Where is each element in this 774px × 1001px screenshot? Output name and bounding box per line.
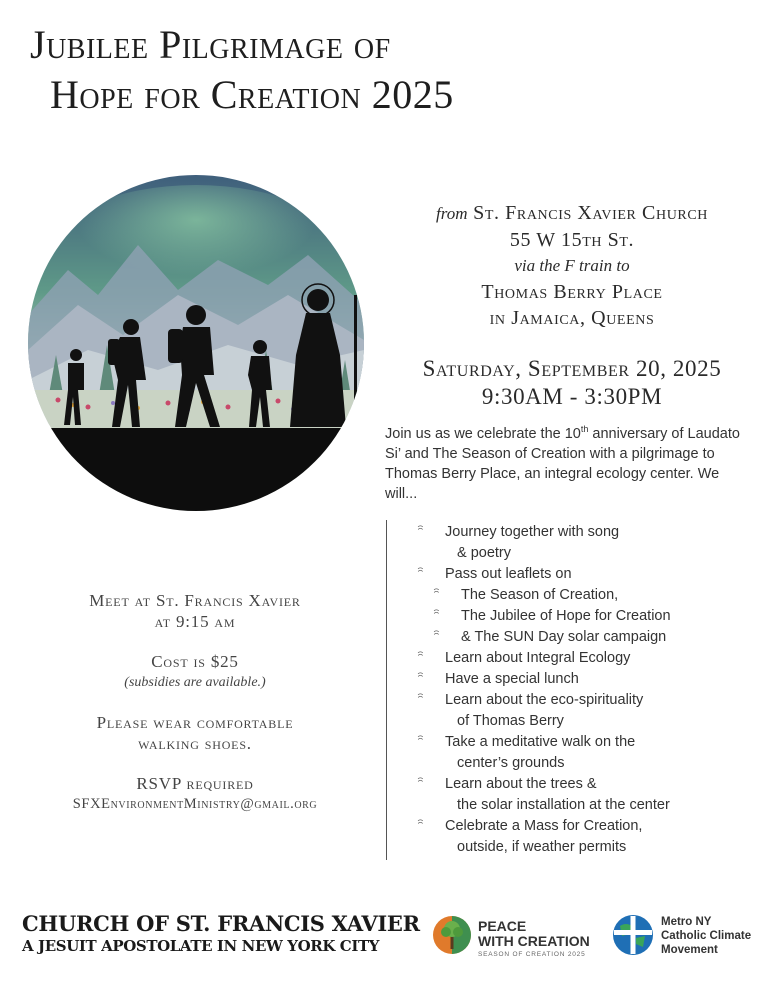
event-info bbox=[40, 590, 350, 834]
activity-continuation: outside, if weather permits bbox=[457, 839, 627, 855]
peace-subtitle: SEASON OF CREATION 2025 bbox=[478, 951, 586, 958]
transit-note: via the F train to bbox=[514, 256, 630, 275]
activity-text: Journey together with song bbox=[445, 524, 620, 540]
title-line-2: Hope for Creation 2025 bbox=[50, 72, 454, 117]
activity-item bbox=[424, 564, 764, 585]
intro-paragraph bbox=[385, 424, 755, 504]
activity-text: The Jubilee of Hope for Creation bbox=[461, 608, 671, 624]
footer-church-name: CHURCH OF ST. FRANCIS XAVIER bbox=[22, 911, 420, 936]
meeting-info bbox=[40, 590, 350, 632]
event-time: 9:30AM - 3:30PM bbox=[481, 384, 663, 409]
event-day: Saturday, September 20, 2025 bbox=[422, 356, 722, 381]
metro-ny-logo bbox=[612, 912, 762, 962]
church-footer bbox=[22, 912, 420, 956]
activity-item bbox=[424, 522, 764, 564]
cost-text: Cost is $25 bbox=[151, 652, 239, 671]
flyer-title bbox=[30, 22, 570, 118]
rsvp-email[interactable]: SFXEnvironmentMinistry@gmail.org bbox=[72, 796, 318, 812]
meet-line-2: at 9:15 am bbox=[154, 612, 236, 631]
intro-part-2: anniversary of Laudato Si’ and The Season of Creation with a pilgrimage to Thomas Berry Place, an integral ecology center. We will... bbox=[385, 426, 740, 502]
peace-tree-icon bbox=[432, 915, 472, 955]
shoes-line-2: walking shoes. bbox=[138, 734, 252, 753]
activity-text: Learn about Integral Ecology bbox=[445, 650, 631, 666]
pilgrimage-illustration bbox=[28, 175, 364, 511]
activity-item bbox=[424, 732, 764, 774]
church-address: 55 W 15th St. bbox=[509, 229, 635, 251]
rsvp-info bbox=[40, 773, 350, 815]
activity-continuation: & poetry bbox=[457, 545, 511, 561]
activity-text: Learn about the trees & bbox=[445, 776, 597, 792]
metro-line-2: Catholic Climate bbox=[661, 930, 752, 942]
from-word: from bbox=[435, 204, 468, 223]
activity-text: Pass out leaflets on bbox=[445, 566, 572, 582]
venue-details bbox=[392, 200, 752, 331]
column-divider bbox=[386, 520, 387, 860]
metro-line-1: Metro NY bbox=[661, 916, 712, 928]
activity-continuation: the solar installation at the center bbox=[457, 797, 670, 813]
footer-tagline: A JESUIT APOSTOLATE IN NEW YORK CITY bbox=[22, 937, 380, 955]
shoes-line-1: Please wear comfortable bbox=[96, 713, 294, 732]
cost-info bbox=[40, 651, 350, 693]
intro-sup: th bbox=[580, 424, 589, 435]
destination-location: in Jamaica, Queens bbox=[489, 307, 655, 329]
activity-item bbox=[424, 648, 764, 669]
peace-line-2: WITH CREATION bbox=[478, 933, 590, 949]
activity-item bbox=[424, 669, 764, 690]
peace-logo-text bbox=[478, 919, 590, 949]
activity-item bbox=[424, 774, 764, 816]
activity-sub-item bbox=[424, 606, 764, 627]
rsvp-text: RSVP required bbox=[136, 774, 254, 793]
activity-sub-item bbox=[424, 627, 764, 648]
metro-line-3: Movement bbox=[661, 944, 718, 956]
activity-text: Learn about the eco-spirituality bbox=[445, 692, 644, 708]
activity-item bbox=[424, 816, 764, 858]
globe-cross-icon bbox=[612, 914, 654, 956]
activity-sub-item bbox=[424, 585, 764, 606]
meet-line-1: Meet at St. Francis Xavier bbox=[89, 591, 301, 610]
activity-text: Take a meditative walk on the bbox=[445, 734, 636, 750]
activity-item bbox=[424, 690, 764, 732]
event-date bbox=[392, 355, 752, 411]
activity-continuation: of Thomas Berry bbox=[457, 713, 564, 729]
peace-with-creation-logo bbox=[432, 913, 602, 963]
peace-line-1: PEACE bbox=[478, 918, 527, 934]
activity-text: Celebrate a Mass for Creation, bbox=[445, 818, 643, 834]
metro-logo-text bbox=[661, 915, 751, 957]
activity-continuation: center’s grounds bbox=[457, 755, 565, 771]
activity-text: & The SUN Day solar campaign bbox=[461, 629, 667, 645]
intro-part-1: Join us as we celebrate the 10 bbox=[385, 426, 581, 442]
church-name: St. Francis Xavier Church bbox=[473, 202, 708, 224]
shoes-info bbox=[40, 712, 350, 754]
activity-text: The Season of Creation, bbox=[461, 587, 619, 603]
subsidies-note: (subsidies are available.) bbox=[124, 675, 266, 690]
title-line-1: Jubilee Pilgrimage of bbox=[30, 22, 391, 67]
destination-name: Thomas Berry Place bbox=[481, 281, 663, 303]
activity-text: Have a special lunch bbox=[445, 671, 579, 687]
venue-church-line bbox=[392, 200, 752, 227]
activity-list bbox=[424, 522, 764, 858]
